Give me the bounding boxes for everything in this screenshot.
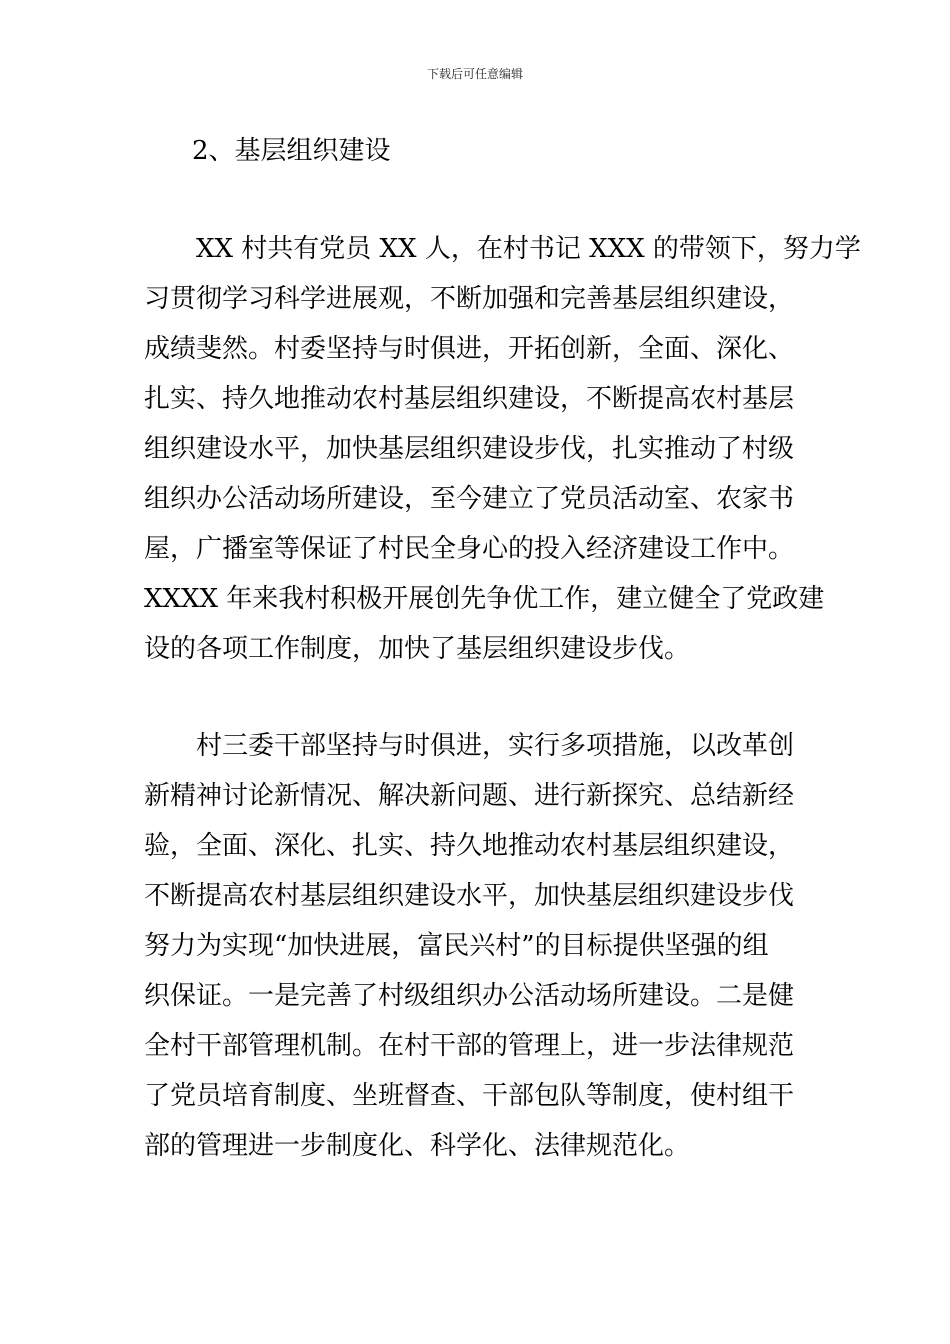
paragraph-line: 屋，广播室等保证了村民全身心的投入经济建设工作中。	[144, 534, 795, 564]
paragraph-line: 组织办公活动场所建设，至今建立了党员活动室、农家书	[144, 484, 795, 514]
paragraph-line: 扎实、持久地推动农村基层组织建设，不断提高农村基层	[144, 384, 795, 414]
paragraph-line: 习贯彻学习科学进展观，不断加强和完善基层组织建设，	[144, 284, 795, 314]
paragraph-line: 了党员培育制度、坐班督查、干部包队等制度，使村组干	[144, 1081, 795, 1111]
paragraph-line: 部的管理进一步制度化、科学化、法律规范化。	[144, 1131, 691, 1161]
section-heading: 2、基层组织建设	[192, 136, 391, 166]
paragraph-2	[144, 721, 844, 1171]
paragraph-line: 验，全面、深化、扎实、持久地推动农村基层组织建设，	[144, 831, 795, 861]
paragraph-line: 努力为实现“加快进展，富民兴村”的目标提供坚强的组	[144, 931, 769, 961]
paragraph-line: 全村干部管理机制。在村干部的管理上，进一步法律规范	[144, 1031, 795, 1061]
paragraph-line: 设的各项工作制度，加快了基层组织建设步伐。	[144, 634, 691, 664]
paragraph-1	[144, 224, 861, 674]
paragraph-line: 成绩斐然。村委坚持与时俱进，开拓创新，全面、深化、	[144, 334, 795, 364]
paragraph-line: 织保证。一是完善了村级组织办公活动场所建设。二是健	[144, 981, 795, 1011]
paragraph-line: XXXX 年来我村积极开展创先争优工作，建立健全了党政建	[144, 584, 825, 614]
paragraph-line: 新精神讨论新情况、解决新问题、进行新探究、总结新经	[144, 781, 795, 811]
paragraph-line: 村三委干部坚持与时俱进，实行多项措施，以改革创	[144, 731, 795, 761]
paragraph-line: XX 村共有党员 XX 人，在村书记 XXX 的带领下，努力学	[144, 234, 861, 264]
paragraph-line: 组织建设水平，加快基层组织建设步伐，扎实推动了村级	[144, 434, 795, 464]
header-note: 下载后可任意编辑	[426, 67, 523, 81]
paragraph-line: 不断提高农村基层组织建设水平，加快基层组织建设步伐	[144, 881, 795, 911]
